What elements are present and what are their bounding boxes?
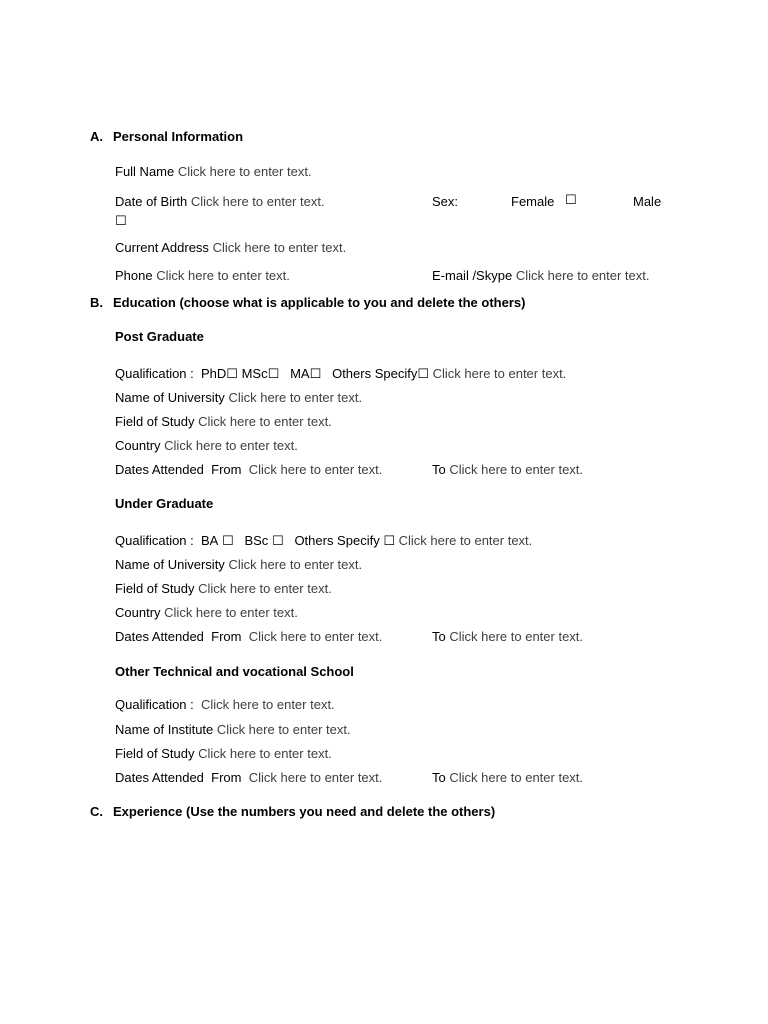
tech-field-field[interactable]: Click here to enter text. — [198, 746, 332, 761]
pg-university-label: Name of University — [115, 390, 225, 405]
tech-qualification-field[interactable]: Click here to enter text. — [201, 697, 335, 712]
tech-qualification-label: Qualification : — [115, 697, 194, 712]
address-label: Current Address — [115, 240, 209, 255]
ug-field-label: Field of Study — [115, 581, 195, 596]
ug-dates-row — [115, 629, 382, 645]
ug-ba-checkbox[interactable]: ☐ — [221, 534, 234, 549]
dob-field[interactable]: Click here to enter text. — [190, 194, 325, 209]
tech-to-label: To — [432, 770, 446, 785]
tech-to-field[interactable]: Click here to enter text. — [449, 770, 584, 785]
pg-to-field[interactable]: Click here to enter text. — [449, 462, 584, 477]
pg-phd-checkbox[interactable]: ☐ — [226, 367, 238, 382]
tech-dates-row — [115, 770, 382, 786]
email-label: E-mail /Skype — [432, 268, 513, 283]
ug-field-field[interactable]: Click here to enter text. — [198, 581, 332, 596]
section-c-title: Experience (Use the numbers you need and delete the others) — [113, 804, 496, 819]
ug-from-label: From — [211, 629, 242, 644]
tech-institute-field[interactable]: Click here to enter text. — [216, 722, 351, 737]
ug-qualification-label: Qualification : — [115, 533, 194, 548]
phone-field[interactable]: Click here to enter text. — [156, 268, 290, 283]
dob-row — [115, 194, 325, 210]
dob-label: Date of Birth — [115, 194, 188, 209]
tech-dates-label: Dates Attended — [115, 770, 204, 785]
ug-country-field[interactable]: Click here to enter text. — [164, 605, 298, 620]
ug-country-row — [115, 605, 298, 621]
ug-others-label: Others Specify — [294, 533, 380, 548]
email-field[interactable]: Click here to enter text. — [515, 268, 650, 283]
pg-dates-row — [115, 462, 382, 478]
pg-field-label: Field of Study — [115, 414, 195, 429]
ug-bsc-checkbox[interactable]: ☐ — [271, 534, 284, 549]
pg-others-field[interactable]: Click here to enter text. — [432, 366, 567, 381]
section-a-number: A. — [90, 129, 103, 144]
ug-qualification-row — [115, 533, 532, 550]
pg-field-field[interactable]: Click here to enter text. — [198, 414, 332, 429]
tech-institute-row — [115, 722, 351, 738]
section-a-title: Personal Information — [113, 129, 244, 144]
tech-field-row — [115, 746, 332, 762]
ug-dates-label: Dates Attended — [115, 629, 204, 644]
pg-from-field[interactable]: Click here to enter text. — [248, 462, 383, 477]
phone-label: Phone — [115, 268, 153, 283]
ug-to-row — [432, 629, 583, 645]
pg-dates-label: Dates Attended — [115, 462, 204, 477]
pg-to-row — [432, 462, 583, 478]
pg-from-label: From — [211, 462, 242, 477]
full-name-label: Full Name — [115, 164, 175, 179]
sex-label: Sex: — [432, 194, 459, 209]
pg-university-field[interactable]: Click here to enter text. — [228, 390, 363, 405]
pg-to-label: To — [432, 462, 446, 477]
female-label: Female — [511, 194, 555, 209]
pg-others-checkbox[interactable]: ☐ — [417, 367, 429, 382]
pg-msc-label: MSc — [241, 366, 268, 381]
male-checkbox[interactable]: ☐ — [115, 214, 127, 229]
pg-ma-checkbox[interactable]: ☐ — [309, 367, 322, 382]
ug-from-field[interactable]: Click here to enter text. — [248, 629, 383, 644]
full-name-row — [115, 164, 312, 180]
under-graduate-title: Under Graduate — [115, 496, 214, 511]
section-b-number: B. — [90, 295, 103, 310]
pg-phd-label: PhD — [201, 366, 227, 381]
section-b-title: Education (choose what is applicable to you and delete the others) — [113, 295, 526, 310]
ug-university-field[interactable]: Click here to enter text. — [228, 557, 363, 572]
ug-ba-label: BA — [201, 533, 219, 548]
pg-field-row — [115, 414, 332, 430]
ug-country-label: Country — [115, 605, 161, 620]
address-field[interactable]: Click here to enter text. — [212, 240, 347, 255]
tech-from-label: From — [211, 770, 242, 785]
pg-country-row — [115, 438, 298, 454]
pg-university-row — [115, 390, 362, 406]
post-graduate-title: Post Graduate — [115, 329, 204, 344]
pg-country-field[interactable]: Click here to enter text. — [164, 438, 298, 453]
ug-others-checkbox[interactable]: ☐ — [383, 534, 395, 549]
male-label: Male — [633, 194, 662, 209]
ug-others-field[interactable]: Click here to enter text. — [398, 533, 533, 548]
ug-to-field[interactable]: Click here to enter text. — [449, 629, 584, 644]
female-checkbox[interactable]: ☐ — [565, 193, 577, 208]
pg-country-label: Country — [115, 438, 161, 453]
section-c-number: C. — [90, 804, 103, 819]
tech-from-field[interactable]: Click here to enter text. — [248, 770, 383, 785]
tech-field-label: Field of Study — [115, 746, 195, 761]
pg-qualification-label: Qualification : — [115, 366, 194, 381]
email-row — [432, 268, 650, 284]
pg-msc-checkbox[interactable]: ☐ — [267, 367, 280, 382]
tech-to-row — [432, 770, 583, 786]
phone-row — [115, 268, 290, 284]
ug-bsc-label: BSc — [244, 533, 269, 548]
pg-qualification-row — [115, 366, 566, 383]
address-row — [115, 240, 346, 256]
ug-university-label: Name of University — [115, 557, 225, 572]
technical-title: Other Technical and vocational School — [115, 664, 354, 679]
full-name-field[interactable]: Click here to enter text. — [177, 164, 312, 179]
tech-qualification-row — [115, 697, 335, 713]
pg-others-label: Others Specify — [332, 366, 418, 381]
tech-institute-label: Name of Institute — [115, 722, 214, 737]
ug-university-row — [115, 557, 362, 573]
ug-to-label: To — [432, 629, 446, 644]
pg-ma-label: MA — [290, 366, 310, 381]
ug-field-row — [115, 581, 332, 597]
